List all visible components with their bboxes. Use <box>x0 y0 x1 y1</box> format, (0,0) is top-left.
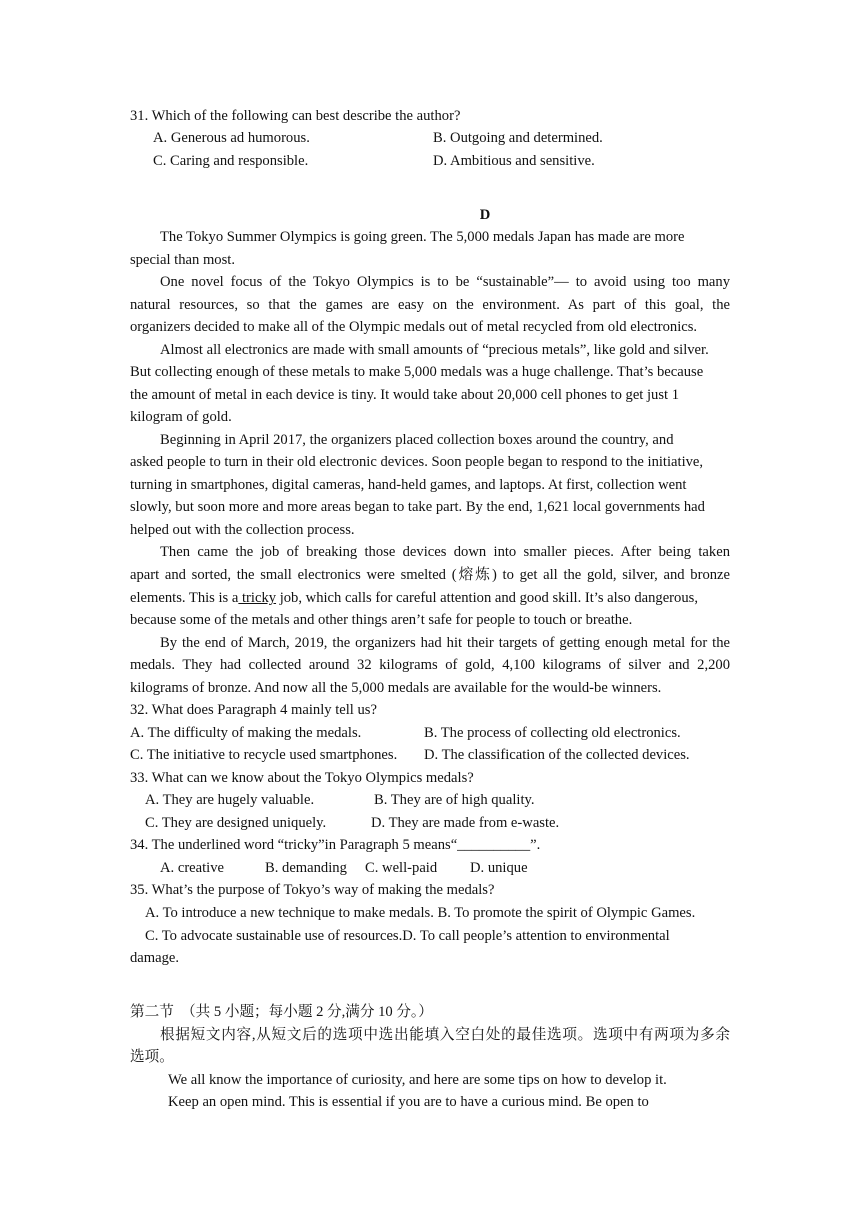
q33-option-b: B. They are of high quality. <box>374 792 535 808</box>
section2-title: 第二节 （共 5 小题；每小题 2 分,满分 10 分。） <box>130 1004 433 1020</box>
q31-option-b: B. Outgoing and determined. <box>433 130 603 146</box>
passage-text: elements. This is a <box>130 590 239 606</box>
q32-option-a: A. The difficulty of making the medals. <box>130 725 362 741</box>
passage-line: Almost all electronics are made with small amounts of “precious metals”, like gold and silver. <box>160 342 709 358</box>
passage-line: turning in smartphones, digital cameras, hand-held games, and laptops. At first, collection went <box>130 477 687 493</box>
q33-option-c: C. They are designed uniquely. <box>145 815 327 831</box>
passage-line: We all know the importance of curiosity, and here are some tips on how to develop it. <box>168 1072 667 1088</box>
q34-option-a: A. creative <box>160 860 225 876</box>
passage-line: natural resources, so that the games are easy on the environment. As part of this goal, the <box>130 297 730 313</box>
q33-option-d: D. They are made from e-waste. <box>371 815 560 831</box>
passage-line: One novel focus of the Tokyo Olympics is to be “sustainable”— to avoid using too many <box>160 274 730 290</box>
q35-question: 35. What’s the purpose of Tokyo’s way of making the medals? <box>130 882 495 898</box>
passage-line: By the end of March, 2019, the organizers had hit their targets of getting enough metal for the <box>160 635 730 651</box>
passage-line: kilogram of gold. <box>130 409 232 425</box>
q35-options-cd: C. To advocate sustainable use of resources.D. To call people’s attention to environmental <box>145 928 670 944</box>
passage-line: Beginning in April 2017, the organizers placed collection boxes around the country, and <box>160 432 674 448</box>
q34-question: 34. The underlined word “tricky”in Paragraph 5 means“__________”. <box>130 837 541 853</box>
passage-line: The Tokyo Summer Olympics is going green. The 5,000 medals Japan has made are more <box>160 229 685 245</box>
q35-options-cd-cont: damage. <box>130 950 180 966</box>
passage-text: job, which calls for careful attention and good skill. It’s also dangerous, <box>276 590 698 606</box>
passage-line <box>130 587 730 609</box>
passage-line: apart and sorted, the small electronics were smelted (熔炼) to get all the gold, silver, and bronze <box>130 567 730 583</box>
passage-line: medals. They had collected around 32 kilograms of gold, 4,100 kilograms of silver and 2,200 <box>130 657 730 673</box>
q34-option-b: B. demanding <box>265 860 347 876</box>
section-d-heading: D <box>479 207 491 223</box>
q33-question: 33. What can we know about the Tokyo Olympics medals? <box>130 770 474 786</box>
q31-question: 31. Which of the following can best describe the author? <box>130 108 461 124</box>
passage-line: the amount of metal in each device is tiny. It would take about 20,000 cell phones to get just 1 <box>130 387 680 403</box>
q32-option-c: C. The initiative to recycle used smartphones. <box>130 747 398 763</box>
passage-line: kilograms of bronze. And now all the 5,000 medals are available for the would-be winners. <box>130 680 662 696</box>
q32-option-d: D. The classification of the collected devices. <box>424 747 690 763</box>
section2-instructions-cont: 选项。 <box>130 1049 174 1065</box>
passage-line: asked people to turn in their old electronic devices. Soon people began to respond to the initiative, <box>130 454 704 470</box>
q34-option-c: C. well-paid <box>365 860 438 876</box>
q31-option-d: D. Ambitious and sensitive. <box>433 153 595 169</box>
passage-line: slowly, but soon more and more areas began to take part. By the end, 1,621 local governments had <box>130 499 705 515</box>
passage-line: because some of the metals and other things aren’t safe for people to touch or breathe. <box>130 612 633 628</box>
underlined-word-tricky: tricky <box>238 590 277 606</box>
q31-option-c: C. Caring and responsible. <box>153 153 309 169</box>
passage-line: Keep an open mind. This is essential if you are to have a curious mind. Be open to <box>168 1094 649 1110</box>
passage-line: helped out with the collection process. <box>130 522 355 538</box>
q32-question: 32. What does Paragraph 4 mainly tell us? <box>130 702 377 718</box>
q35-options-ab: A. To introduce a new technique to make medals. B. To promote the spirit of Olympic Games. <box>145 905 696 921</box>
passage-line: special than most. <box>130 252 235 268</box>
q34-option-d: D. unique <box>470 860 528 876</box>
q31-option-a: A. Generous ad humorous. <box>153 130 310 146</box>
q32-option-b: B. The process of collecting old electronics. <box>424 725 681 741</box>
passage-line: But collecting enough of these metals to make 5,000 medals was a huge challenge. That’s because <box>130 364 704 380</box>
section2-instructions: 根据短文内容,从短文后的选项中选出能填入空白处的最佳选项。选项中有两项为多余 <box>160 1027 730 1043</box>
passage-line: organizers decided to make all of the Olympic medals out of metal recycled from old electronics. <box>130 319 698 335</box>
passage-line: Then came the job of breaking those devices down into smaller pieces. After being taken <box>160 544 730 560</box>
q33-option-a: A. They are hugely valuable. <box>145 792 315 808</box>
